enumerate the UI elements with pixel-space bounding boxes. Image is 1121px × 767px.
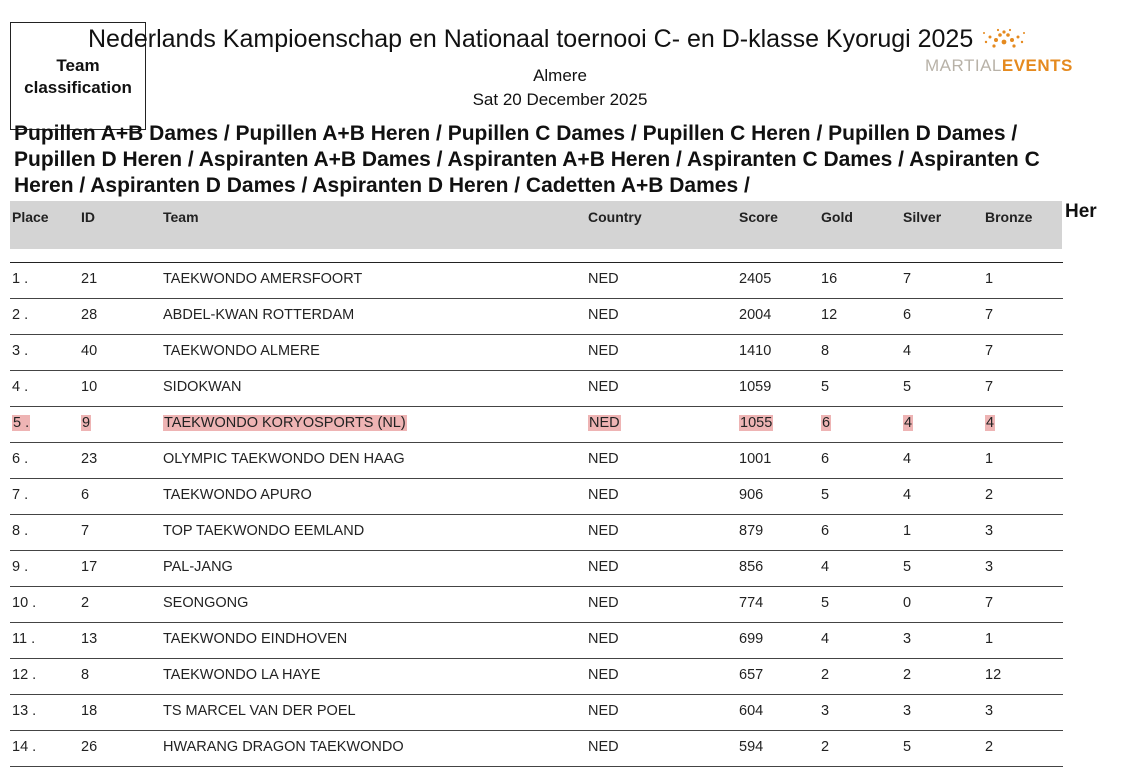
column-header-id: ID	[81, 209, 95, 225]
cell-gold: 2	[821, 739, 830, 755]
cell-team: TAEKWONDO AMERSFOORT	[163, 271, 363, 287]
cell-country: NED	[588, 631, 619, 647]
cell-bronze: 7	[985, 343, 994, 359]
cell-silver: 0	[903, 595, 912, 611]
cell-id: 26	[81, 739, 98, 755]
cell-silver: 4	[903, 343, 912, 359]
cell-bronze: 4	[986, 415, 995, 431]
cell-silver: 5	[903, 739, 912, 755]
cell-score: 2004	[739, 307, 772, 323]
cell-bronze: 2	[985, 487, 994, 503]
cell-place: 7 .	[12, 487, 29, 503]
event-date: Sat 20 December 2025	[472, 90, 648, 109]
cell-id: 13	[81, 631, 98, 647]
cell-place: 14 .	[12, 739, 37, 755]
cell-country: NED	[589, 415, 620, 431]
cell-id: 2	[81, 595, 90, 611]
cell-place: 2 .	[12, 307, 29, 323]
cell-silver: 4	[903, 487, 912, 503]
cell-country: NED	[588, 307, 619, 323]
cell-team: TAEKWONDO APURO	[163, 487, 312, 503]
cell-gold: 6	[822, 415, 831, 431]
cell-silver: 3	[903, 631, 912, 647]
cell-id: 10	[81, 379, 98, 395]
column-header-place: Place	[12, 209, 49, 225]
cell-team: OLYMPIC TAEKWONDO DEN HAAG	[163, 451, 405, 467]
cell-country: NED	[588, 271, 619, 287]
cell-bronze: 7	[985, 307, 994, 323]
cell-silver: 5	[903, 559, 912, 575]
cell-place: 4 .	[12, 379, 29, 395]
cell-team: SIDOKWAN	[163, 379, 242, 395]
cell-silver: 1	[903, 523, 912, 539]
cell-id: 18	[81, 703, 98, 719]
cell-silver: 3	[903, 703, 912, 719]
cell-score: 2405	[739, 271, 772, 287]
page-title: Nederlands Kampioenschap en Nationaal toernooi C- en D-klasse Kyorugi 2025	[88, 25, 974, 53]
cell-country: NED	[588, 379, 619, 395]
column-header-silver: Silver	[903, 209, 942, 225]
logo-word-events: EVENTS	[1001, 56, 1073, 75]
table-row	[10, 371, 1063, 407]
cell-score: 699	[739, 631, 764, 647]
cell-gold: 5	[821, 595, 830, 611]
cell-gold: 6	[821, 523, 830, 539]
table-row	[10, 623, 1063, 659]
cell-team: PAL-JANG	[163, 559, 233, 575]
cell-gold: 3	[821, 703, 830, 719]
cell-silver: 4	[903, 451, 912, 467]
cell-score: 657	[739, 667, 764, 683]
cell-team: TS MARCEL VAN DER POEL	[163, 703, 356, 719]
cell-team: HWARANG DRAGON TAEKWONDO	[163, 739, 404, 755]
cell-id: 9	[82, 415, 91, 431]
logo-wordmark	[925, 56, 1073, 76]
column-header-country: Country	[588, 209, 642, 225]
cell-country: NED	[588, 667, 619, 683]
cell-score: 1059	[739, 379, 772, 395]
cell-id: 17	[81, 559, 98, 575]
cell-gold: 4	[821, 559, 830, 575]
cell-team: TAEKWONDO EINDHOVEN	[163, 631, 348, 647]
cell-gold: 4	[821, 631, 830, 647]
cell-gold: 16	[821, 271, 838, 287]
cell-team: SEONGONG	[163, 595, 249, 611]
team-classification-label: Team classification	[24, 56, 132, 97]
cell-bronze: 1	[985, 631, 994, 647]
column-header-bronze: Bronze	[985, 209, 1033, 225]
cell-country: NED	[588, 523, 619, 539]
cell-bronze: 12	[985, 667, 1002, 683]
table-row	[10, 479, 1063, 515]
cell-bronze: 3	[985, 703, 994, 719]
column-header-gold: Gold	[821, 209, 853, 225]
cell-team: TAEKWONDO KORYOSPORTS (NL)	[164, 415, 406, 431]
cell-gold: 12	[821, 307, 838, 323]
cell-id: 23	[81, 451, 98, 467]
cell-country: NED	[588, 595, 619, 611]
cell-country: NED	[588, 559, 619, 575]
cell-place: 9 .	[12, 559, 29, 575]
cell-team: ABDEL-KWAN ROTTERDAM	[163, 307, 355, 323]
cell-gold: 2	[821, 667, 830, 683]
cell-bronze: 7	[985, 595, 994, 611]
cell-team: TAEKWONDO LA HAYE	[163, 667, 321, 683]
cell-place: 6 .	[12, 451, 29, 467]
cell-team: TOP TAEKWONDO EEMLAND	[163, 523, 365, 539]
column-header-score: Score	[739, 209, 778, 225]
cell-bronze: 2	[985, 739, 994, 755]
table-row	[10, 335, 1063, 371]
cell-country: NED	[588, 343, 619, 359]
cell-id: 8	[81, 667, 90, 683]
cell-score: 879	[739, 523, 764, 539]
cell-place: 5 .	[13, 415, 30, 431]
cell-score: 1001	[739, 451, 772, 467]
cell-gold: 5	[821, 487, 830, 503]
column-header-team: Team	[163, 209, 199, 225]
cell-gold: 6	[821, 451, 830, 467]
table-row	[10, 731, 1063, 767]
cell-score: 906	[739, 487, 764, 503]
cell-id: 7	[81, 523, 90, 539]
cell-id: 21	[81, 271, 98, 287]
category-list-overflow: Her	[1065, 201, 1097, 222]
cell-team: TAEKWONDO ALMERE	[163, 343, 320, 359]
cell-bronze: 7	[985, 379, 994, 395]
cell-bronze: 1	[985, 451, 994, 467]
table-header	[10, 201, 1062, 249]
table-row	[10, 263, 1063, 299]
cell-country: NED	[588, 703, 619, 719]
cell-bronze: 1	[985, 271, 994, 287]
cell-score: 594	[739, 739, 764, 755]
cell-id: 6	[81, 487, 90, 503]
cell-score: 1410	[739, 343, 772, 359]
team-table-body	[10, 262, 1063, 767]
cell-score: 774	[739, 595, 764, 611]
table-row	[10, 551, 1063, 587]
cell-silver: 7	[903, 271, 912, 287]
table-row	[10, 443, 1063, 479]
cell-gold: 8	[821, 343, 830, 359]
cell-silver: 6	[903, 307, 912, 323]
cell-gold: 5	[821, 379, 830, 395]
table-row	[10, 587, 1063, 623]
martial-events-logo	[922, 28, 1082, 78]
cell-place: 13 .	[12, 703, 37, 719]
table-row-highlighted	[10, 407, 1063, 443]
cell-bronze: 3	[985, 559, 994, 575]
table-row	[10, 659, 1063, 695]
table-row	[10, 695, 1063, 731]
cell-place: 12 .	[12, 667, 37, 683]
category-list: Pupillen A+B Dames / Pupillen A+B Heren / Pupillen C Dames / Pupillen C Heren / Pupillen D Dames / Pupillen D Heren / Aspiranten A+B Dames / Aspiranten A+B Heren / Aspiranten C Dames / Aspiranten C Heren / Aspiranten D Dames / Aspiranten D Heren / Cadetten A+B Dames /	[14, 122, 1040, 197]
logo-word-martial: MARTIAL	[925, 56, 1002, 75]
event-city: Almere	[533, 66, 587, 85]
cell-score: 604	[739, 703, 764, 719]
cell-place: 10 .	[12, 595, 37, 611]
cell-place: 1 .	[12, 271, 29, 287]
cell-country: NED	[588, 739, 619, 755]
cell-country: NED	[588, 487, 619, 503]
cell-id: 40	[81, 343, 98, 359]
cell-silver: 5	[903, 379, 912, 395]
cell-id: 28	[81, 307, 98, 323]
cell-score: 856	[739, 559, 764, 575]
table-row	[10, 515, 1063, 551]
cell-place: 8 .	[12, 523, 29, 539]
table-row	[10, 299, 1063, 335]
cell-score: 1055	[740, 415, 773, 431]
cell-silver: 4	[904, 415, 913, 431]
cell-country: NED	[588, 451, 619, 467]
cell-bronze: 3	[985, 523, 994, 539]
cell-place: 3 .	[12, 343, 29, 359]
burst-logo-icon	[974, 28, 1034, 58]
cell-place: 11 .	[12, 631, 36, 647]
cell-silver: 2	[903, 667, 912, 683]
